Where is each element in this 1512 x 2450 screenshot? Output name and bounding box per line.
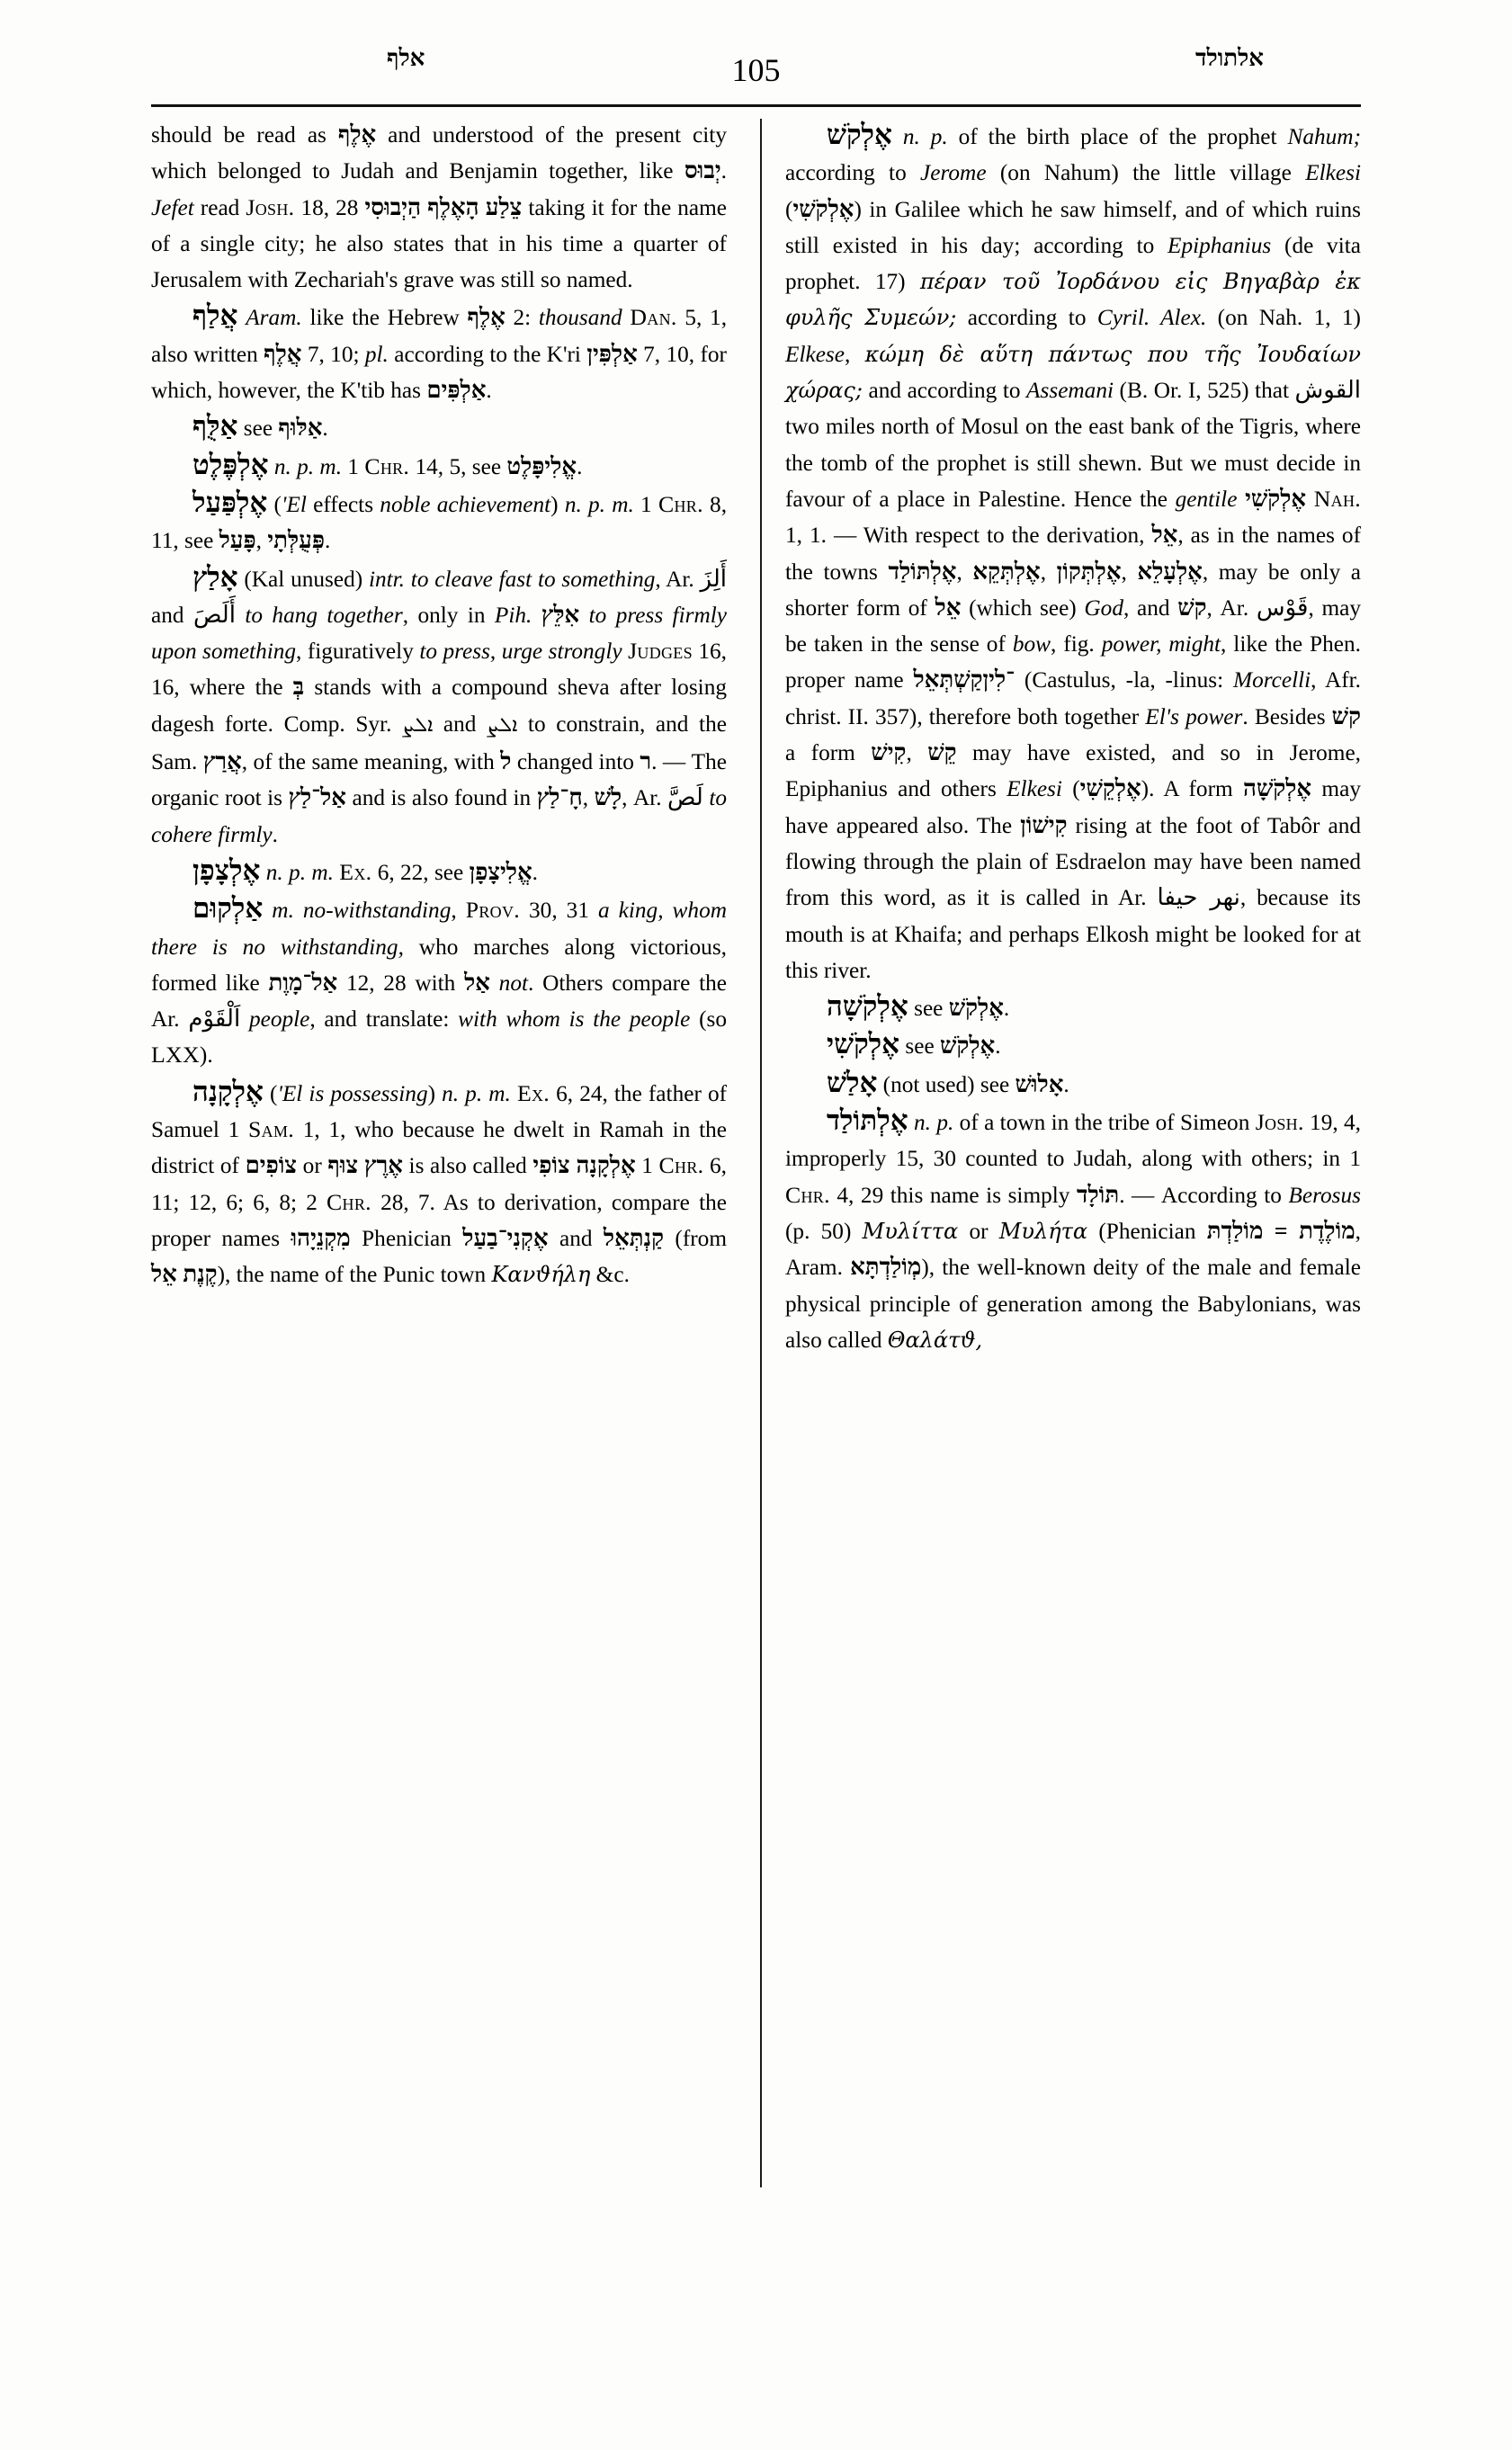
body-text: is also called: [402, 1153, 533, 1179]
arabic-text: القوش: [1294, 377, 1361, 405]
body-text: and understood of the present city which belonged to Judah and Benjamin together, like: [151, 122, 727, 184]
body-text: ,: [906, 740, 928, 766]
scripture-abbreviation: LXX: [151, 1042, 200, 1069]
body-text: and is also found in: [345, 785, 537, 811]
body-text: effects: [306, 491, 380, 517]
body-text: , Aram.: [785, 1218, 1361, 1281]
dictionary-entry: [785, 988, 1361, 1026]
italic-gloss: to cohere firmly: [151, 785, 727, 847]
arabic-text: قَوْس: [1256, 594, 1309, 621]
body-text: 16, 16, where the: [151, 639, 727, 701]
entry-headword-hebrew: אֲלַף: [192, 300, 238, 332]
hebrew-word: אֶלְתְּקוֹן: [1056, 558, 1122, 585]
two-column-body: [151, 117, 1361, 2195]
hebrew-word: קשׁ: [1177, 594, 1207, 621]
hebrew-word: ל: [500, 748, 512, 775]
body-text: (de vita prophet. 17): [785, 232, 1361, 295]
dictionary-entry: [151, 853, 727, 890]
hebrew-word: קֵשׁ: [927, 739, 957, 766]
italic-gloss: no-withstanding: [302, 898, 452, 924]
entry-headword-hebrew: אֶלְקָנָה: [192, 1075, 264, 1107]
body-text: ,: [845, 341, 865, 367]
running-head-right: אלתולד: [1194, 45, 1264, 71]
body-text: 4, 29 this name is simply: [829, 1182, 1077, 1208]
hebrew-word: מוֹלֶדֶת = מוֹלַדְתּ: [1206, 1217, 1355, 1244]
body-text: , Ar.: [1206, 595, 1257, 621]
body-text: according to the K'ri: [388, 341, 587, 367]
body-text: .: [532, 859, 538, 885]
hebrew-word: אִלֵּץ: [541, 601, 580, 628]
body-text: 1: [633, 491, 658, 517]
italic-gloss: Jerome: [920, 160, 987, 186]
column-right: [785, 117, 1361, 2195]
body-text: 6, 11; 12, 6; 6, 8; 2: [151, 1153, 727, 1215]
body-text: see: [237, 416, 279, 442]
body-text: ,: [1040, 559, 1057, 585]
dictionary-entry: [151, 485, 727, 559]
body-text: 28, 7. As to derivation, compare the proper names: [151, 1189, 727, 1251]
body-text: , Afr. christ. II. 357), therefore both together: [785, 667, 1361, 729]
italic-gloss: Elkesi: [1305, 160, 1361, 186]
hebrew-word: אֶלֶף: [467, 304, 505, 331]
body-text: .: [995, 1033, 1001, 1060]
scripture-abbreviation: Chr.: [658, 490, 703, 517]
italic-gloss: Berosus: [1288, 1182, 1361, 1208]
italic-gloss: power, might: [1101, 631, 1221, 657]
greek-text: Μυλίττα: [862, 1218, 959, 1244]
body-text: 2:: [505, 305, 539, 331]
hebrew-word: אַלְפִּים: [426, 377, 487, 404]
italic-gloss: not: [498, 970, 528, 996]
body-text: . Besides: [1242, 703, 1332, 729]
body-text: of a town in the tribe of Simeon: [953, 1110, 1256, 1136]
body-text: [236, 603, 245, 628]
italic-gloss: Pih.: [494, 602, 532, 628]
italic-gloss: Assemani: [1026, 378, 1114, 404]
hebrew-word: אַל־לַץ: [288, 784, 346, 811]
italic-gloss: Elkesi: [1007, 776, 1062, 802]
body-text: ,: [255, 528, 268, 554]
body-text: , of the same meaning, with: [241, 749, 501, 775]
arabic-text: نهر حيفا: [1157, 884, 1240, 912]
italic-gloss: Nahum;: [1287, 124, 1361, 149]
hebrew-word: אֶלְקֵשִׁי: [1079, 775, 1141, 802]
body-text: 6, 24, the father of Samuel 1: [151, 1080, 728, 1143]
body-text: may have existed, and so in Jerome, Epiphanius and others: [785, 740, 1362, 802]
body-text: 19, 4, improperly 15, 30 counted to Judah, along with others; in 1: [785, 1110, 1362, 1172]
running-head: [151, 47, 1361, 103]
body-text: (: [263, 1080, 278, 1106]
hebrew-word: אֵל: [1151, 522, 1178, 549]
entry-headword-hebrew: אָלַץ: [192, 560, 238, 593]
scripture-abbreviation: Chr.: [327, 1188, 371, 1215]
body-text: 1: [635, 1153, 659, 1179]
body-text: [490, 970, 499, 996]
body-text: ,: [956, 559, 973, 585]
italic-gloss: n. p. m.: [265, 859, 334, 885]
hebrew-word: פְּעֻלְּתָי: [267, 527, 326, 554]
scripture-abbreviation: Dan.: [630, 304, 677, 331]
italic-gloss: Aram.: [246, 305, 302, 331]
body-text: and according to: [862, 378, 1027, 404]
italic-gloss: to hang together: [245, 602, 403, 628]
body-text: [405, 567, 411, 592]
body-text: , Ar.: [655, 566, 701, 592]
body-text: Phenician: [350, 1225, 463, 1251]
body-text: [1237, 487, 1245, 512]
body-text: and: [433, 711, 488, 737]
body-text: 8, 11, see: [151, 491, 728, 554]
body-text: two miles north of Mosul on the east bank of the Tigris, where the tomb of the prophet is still shewn. But we must decide in favour of a place in Palestine. Hence the: [785, 414, 1361, 512]
hebrew-word: אַל: [464, 969, 490, 996]
body-text: (on Nah. 1, 1): [1206, 305, 1361, 331]
scripture-abbreviation: Josh.: [246, 193, 295, 220]
body-text: .: [322, 416, 328, 442]
body-text: ,: [451, 898, 466, 924]
italic-gloss: to cleave fast to something: [410, 566, 656, 592]
body-text: and: [548, 1225, 604, 1251]
hebrew-word: צֵלַע הָאֶלֶף הַיְבוּסִי: [364, 193, 523, 220]
body-text: 18, 28: [294, 194, 365, 220]
body-text: .: [486, 378, 492, 404]
hebrew-word: אֶלְתּוֹלַד: [888, 558, 957, 585]
body-text: [532, 603, 541, 628]
hebrew-word: אֶלֶף: [337, 121, 377, 148]
body-text: 1, 1. — With respect to the derivation,: [785, 523, 1152, 549]
italic-gloss: pl.: [364, 341, 389, 367]
hebrew-word: אַלּוּף: [278, 415, 323, 442]
body-text: , may be only a shorter form of: [785, 559, 1362, 621]
body-text: [263, 898, 272, 923]
body-text: ,: [489, 639, 502, 665]
body-text: taking it for the name of a single city; he also states that in his time a quarter of Jerusalem with Zechariah's grave was still so named.: [151, 194, 728, 293]
body-text: 1: [342, 453, 365, 479]
body-text: , as in the names of the towns: [785, 523, 1361, 585]
syriac-text: ܐܠܨ: [402, 713, 434, 737]
dictionary-entry: [151, 408, 727, 446]
body-text: of the birth place of the prophet: [947, 124, 1288, 149]
scripture-abbreviation: Prov.: [465, 897, 521, 924]
entry-headword-hebrew: אֶלְפַּעַל: [192, 486, 268, 518]
greek-text: κώμη δὲ αὕτη πάντως που τῆς Ἰουδαίων χώρας;: [785, 341, 1361, 404]
dictionary-entry: [785, 117, 1361, 988]
body-text: ) in Galilee which he saw himself, and of which ruins still existed in his day; according to: [785, 196, 1361, 258]
body-text: (from: [664, 1225, 728, 1251]
body-text: (: [1061, 776, 1080, 802]
hebrew-word: אַל־מָוֶת: [268, 969, 338, 996]
body-text: who marches along victorious, formed like: [151, 934, 728, 996]
entry-headword-hebrew: אַלֻּף: [192, 410, 238, 443]
dictionary-entry: [151, 890, 727, 1073]
header-rule: [151, 104, 1361, 107]
italic-gloss: noble achievement: [380, 491, 551, 517]
hebrew-word: אֶלְתְּקֵא: [972, 558, 1041, 585]
body-text: .: [325, 528, 331, 554]
hebrew-word: אֱלִיפָּלֶט: [506, 452, 577, 479]
italic-gloss: El's power: [1145, 703, 1243, 729]
body-text: (which see): [961, 595, 1085, 621]
italic-gloss: to press firmly upon something: [151, 602, 727, 665]
hebrew-word: קִישׁ: [871, 739, 907, 766]
scripture-abbreviation: Chr.: [658, 1152, 704, 1179]
scripture-abbreviation: Ex.: [339, 858, 372, 885]
hebrew-word: קַנְתְּאֵל: [603, 1224, 664, 1251]
body-text: [579, 603, 588, 628]
hebrew-word: אֶקְנִי־בַעַל: [462, 1224, 549, 1251]
body-text: should be read as: [151, 122, 338, 148]
body-text: ): [550, 491, 565, 517]
italic-gloss: God: [1084, 595, 1123, 621]
syriac-text: ܐܠܨ: [487, 713, 518, 737]
hebrew-word: אֶלְקָנָה צוֹפִי: [532, 1152, 636, 1179]
arabic-text: اَلْقَوْم: [188, 1006, 241, 1033]
body-text: .: [577, 453, 583, 479]
body-text: , like the Phen. proper name: [785, 631, 1361, 693]
column-divider-rule: [760, 119, 762, 2187]
italic-gloss: n. p. m.: [564, 491, 634, 517]
hebrew-word: מְוֹלַדְתָּא: [850, 1254, 922, 1281]
scripture-abbreviation: Chr.: [785, 1181, 830, 1208]
body-text: (Castulus, -la, -linus:: [1015, 667, 1233, 693]
hebrew-word: אֶלְעָלֵא: [1137, 558, 1203, 585]
scripture-abbreviation: Judges: [628, 638, 693, 665]
body-text: (: [267, 491, 282, 517]
italic-gloss: n. p. m.: [442, 1080, 511, 1106]
greek-text: Μυλήτα: [998, 1218, 1088, 1244]
body-text: (B. Or. I, 525) that: [1114, 378, 1295, 404]
body-text: read: [193, 194, 246, 220]
entry-headword-hebrew: אֶלְקֹשׁ: [827, 119, 892, 150]
body-text: [237, 305, 246, 330]
italic-gloss: m.: [272, 898, 294, 924]
body-text: ).: [199, 1042, 213, 1069]
italic-gloss: people: [248, 1006, 310, 1033]
body-text: to constrain, and the Sam.: [151, 711, 727, 775]
body-text: . — The organic root is: [151, 749, 727, 811]
body-text: 12, 28 with: [337, 970, 465, 996]
greek-text: Κανϑήλη: [491, 1262, 591, 1288]
body-text: . Others compare the Ar.: [151, 970, 727, 1033]
body-text: 14, 5, see: [409, 453, 507, 479]
italic-gloss: n. p.: [914, 1110, 954, 1136]
body-text: (Phenician: [1087, 1218, 1207, 1244]
scripture-abbreviation: Nah.: [1313, 485, 1361, 512]
body-text: , and translate:: [309, 1006, 459, 1033]
body-text: [294, 898, 303, 923]
hebrew-word: אֲרַץ: [202, 748, 242, 775]
body-text: ,: [1121, 559, 1138, 585]
body-text: 7, 10, for which, however, the K'tib has: [151, 341, 727, 404]
italic-gloss: Cyril. Alex.: [1096, 305, 1207, 331]
body-text: may have appeared also. The: [785, 776, 1361, 838]
body-text: or: [958, 1218, 999, 1244]
italic-gloss: Epiphanius: [1168, 232, 1272, 258]
body-text: (p. 50): [785, 1218, 863, 1244]
body-text: a form: [785, 740, 872, 766]
greek-text: πέραν τοῦ Ἰορδάνου εἰς Βηγαβὰρ ἐκ φυλῆς Συμεών;: [785, 269, 1361, 331]
body-text: [892, 124, 903, 149]
body-text: .: [272, 821, 278, 847]
entry-headword-hebrew: אָלַשׁ: [827, 1066, 878, 1098]
entry-headword-hebrew: אֶלְקֹשָׁה: [827, 990, 908, 1023]
body-text: or: [297, 1153, 328, 1179]
body-text: , only in: [402, 602, 495, 628]
italic-gloss: urge strongly: [501, 639, 622, 665]
hebrew-word: תּוֹלָד: [1077, 1181, 1120, 1208]
italic-gloss: intr.: [368, 566, 406, 592]
dictionary-entry: [785, 1026, 1361, 1064]
hebrew-word: בְּ: [292, 674, 305, 701]
body-text: 5, 1, also written: [151, 305, 728, 367]
hebrew-word: אֶלְקֹשׁ: [948, 995, 1004, 1022]
hebrew-word: אֶרֶץ צוּף: [327, 1152, 403, 1179]
body-text: stands with a compound sheva after losing dagesh forte. Comp. Syr.: [151, 675, 728, 737]
hebrew-word: אַלְפִּין: [586, 340, 638, 367]
hebrew-word: אֱלִיצָפָן: [469, 858, 532, 885]
body-text: like the Hebrew: [301, 305, 468, 331]
hebrew-word: קִישׁוֹן: [1020, 811, 1068, 838]
entry-headword-hebrew: אַלְקוּם: [192, 892, 264, 925]
body-text: and: [151, 602, 193, 628]
body-text: changed into: [511, 749, 640, 775]
italic-gloss: Jefet: [151, 194, 194, 220]
body-text: ). A form: [1141, 776, 1243, 802]
body-text: .: [720, 158, 727, 184]
scripture-abbreviation: Ex.: [516, 1079, 550, 1106]
hebrew-word: קַשְׁתְּאֵל: [913, 666, 983, 693]
dictionary-entry: [151, 1074, 727, 1293]
body-text: ): [427, 1080, 443, 1106]
body-text: .: [1063, 1071, 1069, 1097]
entry-headword-hebrew: אֶלְצָפָן: [192, 854, 261, 886]
greek-text: Θαλάτϑ,: [887, 1327, 983, 1353]
italic-gloss: a king, whom there is no withstanding,: [151, 898, 727, 960]
body-text: 30, 31: [520, 898, 598, 924]
body-text: (not used) see: [877, 1071, 1015, 1097]
italic-gloss: gentile: [1175, 486, 1238, 512]
entry-headword-hebrew: אֶלְתּוֹלַד: [827, 1104, 908, 1137]
dictionary-entry: [151, 559, 727, 853]
hebrew-word: אָלוּשׁ: [1015, 1070, 1064, 1097]
hebrew-word: אֶלְקֹשִׁי: [1245, 485, 1307, 512]
italic-gloss: n. p. m.: [273, 453, 343, 479]
hebrew-word: אֵל: [935, 594, 962, 621]
body-text: 7, 10;: [301, 341, 365, 367]
hebrew-word: צוֹפִים: [245, 1152, 298, 1179]
scripture-abbreviation: Chr.: [364, 452, 410, 479]
body-text: [240, 1006, 249, 1032]
hebrew-word: פָּעַל: [219, 527, 256, 554]
body-text: ), the well-known deity of the male and female physical principle of generation among the Babylonians, was also called: [785, 1255, 1361, 1353]
scripture-abbreviation: Josh.: [1255, 1109, 1304, 1136]
dictionary-entry: [151, 298, 727, 408]
hebrew-word: ר: [640, 748, 652, 775]
body-text: , and: [1123, 595, 1178, 621]
body-text: according to: [785, 160, 921, 186]
hebrew-word: ־לִין: [982, 666, 1015, 693]
body-text: according to: [956, 305, 1097, 331]
italic-gloss: thousand: [538, 305, 622, 331]
body-text: , Ar.: [622, 785, 668, 811]
italic-gloss: 'El is possessing: [277, 1080, 428, 1106]
column-left: [151, 117, 727, 2195]
hebrew-word: אֲלֶף: [264, 340, 302, 367]
body-text: (: [785, 196, 793, 222]
body-text: rising at the foot of Tabôr and flowing through the plain of Esdraelon may have been named from this word, as it is called in Ar.: [785, 812, 1362, 911]
arabic-text: أَلِزَ: [700, 565, 727, 593]
body-text: . — According to: [1119, 1182, 1289, 1208]
page-number: 105: [731, 52, 781, 88]
body-text: see: [899, 1033, 941, 1060]
hebrew-word: אֶלְקֹשׁ: [940, 1033, 996, 1060]
body-text: see: [908, 996, 949, 1022]
italic-gloss: n. p.: [902, 124, 948, 149]
body-text: (so: [690, 1006, 727, 1033]
body-text: (on Nahum) the little village: [986, 160, 1306, 186]
running-head-left: אלף: [387, 45, 425, 71]
italic-gloss: bow: [1012, 631, 1051, 657]
italic-gloss: Elkese: [785, 341, 845, 367]
hebrew-word: לָשׁ: [594, 784, 622, 811]
dictionary-entry: [151, 447, 727, 485]
italic-gloss: to press: [419, 639, 490, 665]
hebrew-word: אֶלְקֹשָׁה: [1242, 775, 1312, 802]
body-text: , because its mouth is at Khaifa; and perhaps Elkosh might be looked for at this river.: [785, 885, 1361, 983]
hebrew-word: קשׁ: [1331, 702, 1361, 729]
italic-gloss: 'El: [281, 491, 307, 517]
entry-headword-hebrew: אֶלְפֶּלֶט: [192, 448, 269, 480]
italic-gloss: Morcelli: [1233, 667, 1311, 693]
body-text: , fig.: [1051, 631, 1102, 657]
body-text: [1306, 487, 1314, 512]
dictionary-entry: [785, 1103, 1361, 1358]
body-text: 1, 1, who because he dwelt in Ramah in the district of: [151, 1117, 727, 1179]
dictionary-entry: [785, 1065, 1361, 1103]
body-text: ,: [582, 785, 595, 811]
arabic-text: أَلَصَ: [192, 601, 236, 629]
hebrew-word: יְבוּס: [684, 157, 721, 184]
hebrew-word: קֶנֶת אֵל: [151, 1261, 218, 1288]
hebrew-word: אֶלְקֹשִׁי: [792, 195, 854, 222]
dictionary-entry: [151, 117, 727, 298]
scripture-abbreviation: Sam.: [248, 1116, 295, 1143]
body-text: (Kal unused): [237, 566, 369, 592]
hebrew-word: חָ־לַץ: [536, 784, 583, 811]
body-text: &c.: [590, 1262, 630, 1288]
entry-headword-hebrew: אֶלְקֹשִׁי: [827, 1028, 900, 1060]
body-text: 6, 22, see: [371, 859, 470, 885]
body-text: [511, 1081, 517, 1106]
body-text: .: [1003, 996, 1010, 1022]
body-text: , may be taken in the sense of: [785, 595, 1362, 657]
hebrew-word: מִקְנֵיָהוּ: [291, 1224, 351, 1251]
body-text: ), the name of the Punic town: [217, 1262, 492, 1288]
body-text: , figuratively: [296, 639, 420, 665]
italic-gloss: with whom is the people: [458, 1006, 691, 1033]
arabic-text: لَصَّ: [667, 784, 703, 812]
